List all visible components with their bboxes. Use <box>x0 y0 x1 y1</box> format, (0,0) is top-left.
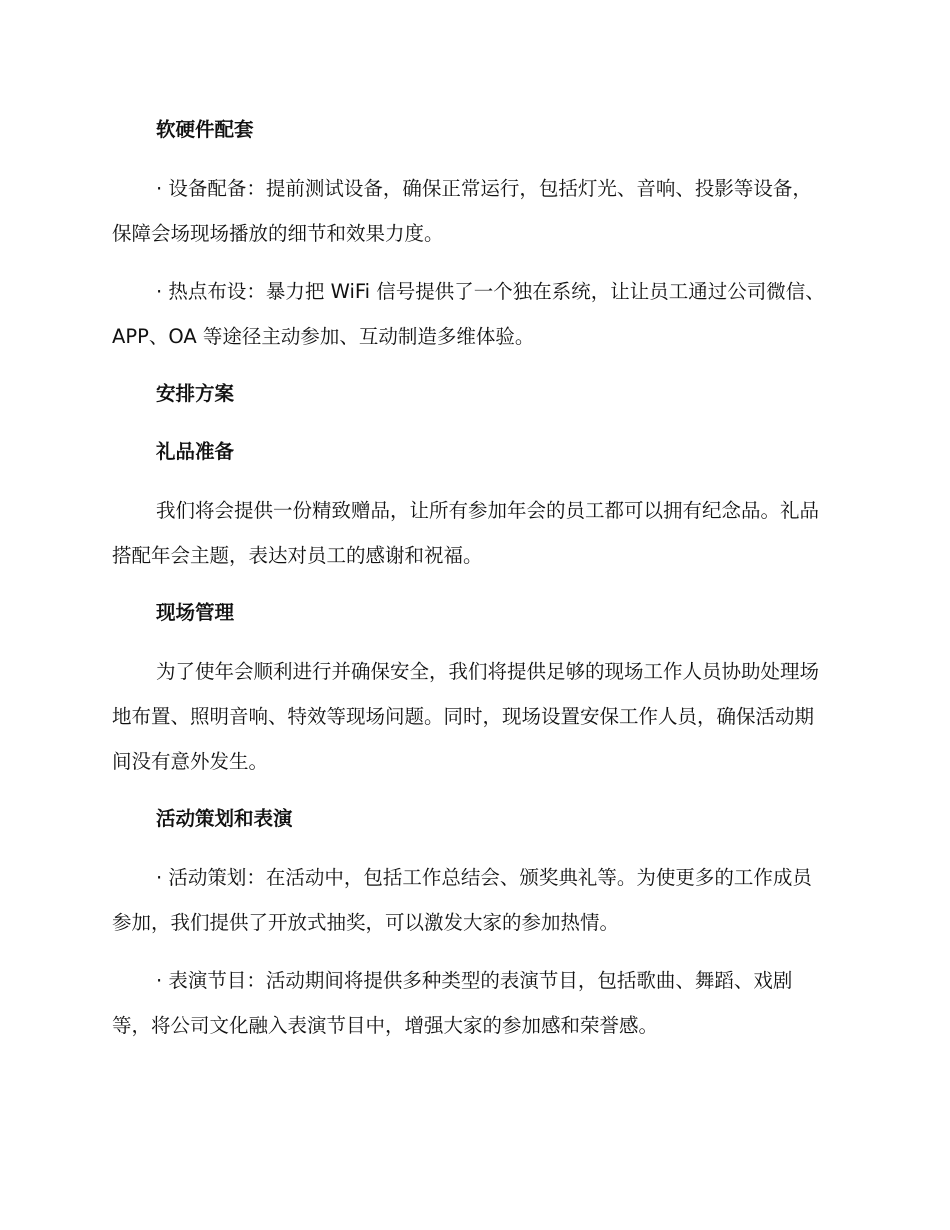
paragraph-onsite-management: 为了使年会顺利进行并确保安全，我们将提供足够的现场工作人员协助处理场地布置、照明音响、特效等现场问题。同时，现场设置安保工作人员，确保活动期间没有意外发生。 <box>112 660 820 773</box>
paragraph-hotspot: · 热点布设：暴力把 WiFi 信号提供了一个独在系统，让让员工通过公司微信、APP、OA 等途径主动参加、互动制造多维体验。 <box>112 280 825 348</box>
section-heading-arrangement: 安排方案 <box>156 382 235 405</box>
section-heading-gifts: 礼品准备 <box>156 440 235 463</box>
paragraph-performances: · 表演节目：活动期间将提供多种类型的表演节目，包括歌曲、舞蹈、戏剧等，将公司文化融入表演节目中，增强大家的参加感和荣誉感。 <box>112 969 793 1037</box>
section-heading-software-hardware: 软硬件配套 <box>156 118 254 141</box>
paragraph-gifts: 我们将会提供一份精致赠品，让所有参加年会的员工都可以拥有纪念品。礼品搭配年会主题，表达对员工的感谢和祝福。 <box>112 499 820 567</box>
paragraph-equipment: · 设备配备：提前测试设备，确保正常运行，包括灯光、音响、投影等设备，保障会场现场播放的细节和效果力度。 <box>112 177 812 245</box>
document-page <box>112 108 830 1061</box>
paragraph-activity-planning: · 活动策划：在活动中，包括工作总结会、颁奖典礼等。为使更多的工作成员参加，我们提供了开放式抽奖，可以激发大家的参加热情。 <box>112 866 812 934</box>
section-heading-onsite-management: 现场管理 <box>156 601 235 624</box>
section-heading-activities-performances: 活动策划和表演 <box>156 807 293 830</box>
